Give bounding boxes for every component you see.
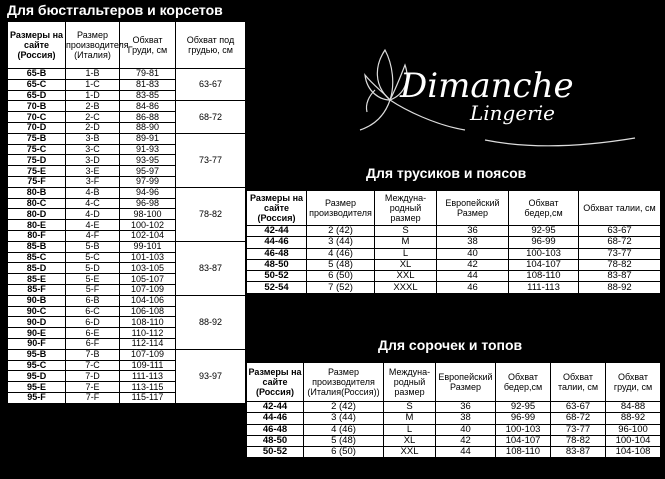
russia-size-cell: 75-E	[8, 166, 66, 177]
bust-cell: 107-109	[120, 284, 176, 295]
bust-cell: 109-111	[120, 360, 176, 371]
bust-cell: 110-112	[120, 328, 176, 339]
shirts-section-title: Для сорочек и топов	[378, 337, 523, 353]
bust-cell: 79-81	[120, 69, 176, 80]
table-cell: L	[375, 248, 437, 259]
bust-cell: 115-117	[120, 392, 176, 403]
table-row	[8, 349, 246, 360]
bust-cell: 99-101	[120, 241, 176, 252]
header-waist: Обхват талии, см	[579, 191, 661, 226]
russia-size-cell: 65-B	[8, 69, 66, 80]
russia-size-cell: 95-C	[8, 360, 66, 371]
logo-sub-text: Lingerie	[470, 101, 555, 125]
maker-size-cell: 5-C	[66, 252, 120, 263]
table-cell: 7 (52)	[307, 282, 375, 293]
table-row	[247, 259, 661, 270]
maker-size-cell: 3-E	[66, 166, 120, 177]
table-cell: 38	[437, 237, 509, 248]
table-cell: 111-113	[509, 282, 579, 293]
bust-cell: 98-100	[120, 209, 176, 220]
shirts-size-table	[246, 362, 661, 458]
table-row	[8, 295, 246, 306]
table-row	[247, 424, 661, 435]
russia-size-cell: 95-F	[8, 392, 66, 403]
maker-size-cell: 1-B	[66, 69, 120, 80]
table-cell: 96-99	[496, 413, 551, 424]
table-cell: XXL	[375, 271, 437, 282]
header-intl-size: Междуна-родный размер	[375, 191, 437, 226]
maker-size-cell: 5-F	[66, 284, 120, 295]
table-cell: 40	[437, 248, 509, 259]
table-cell: 73-77	[579, 248, 661, 259]
maker-size-cell: 3-B	[66, 133, 120, 144]
bust-cell: 104-106	[120, 295, 176, 306]
table-row	[247, 237, 661, 248]
table-cell: S	[384, 402, 436, 413]
shirts-header-row	[247, 363, 661, 402]
underbust-cell: 68-72	[176, 101, 246, 133]
table-cell: 92-95	[509, 226, 579, 237]
table-cell: 4 (46)	[304, 424, 384, 435]
russia-size-cell: 90-C	[8, 306, 66, 317]
bust-cell: 95-97	[120, 166, 176, 177]
table-cell: 6 (50)	[307, 271, 375, 282]
table-cell: 38	[436, 413, 496, 424]
maker-size-cell: 3-C	[66, 144, 120, 155]
russia-size-cell: 70-D	[8, 122, 66, 133]
bra-table-body	[8, 69, 246, 404]
maker-size-cell: 2-B	[66, 101, 120, 112]
maker-size-cell: 4-D	[66, 209, 120, 220]
table-row	[8, 69, 246, 80]
maker-size-cell: 3-F	[66, 176, 120, 187]
table-cell: 4 (46)	[307, 248, 375, 259]
shirts-table-body	[247, 402, 661, 458]
table-cell: XXL	[384, 447, 436, 458]
russia-size-cell: 75-D	[8, 155, 66, 166]
bra-header-row	[8, 22, 246, 69]
russia-size-cell: 70-C	[8, 112, 66, 123]
table-row	[247, 447, 661, 458]
underbust-cell: 63-67	[176, 69, 246, 101]
bust-cell: 91-93	[120, 144, 176, 155]
bust-cell: 102-104	[120, 230, 176, 241]
table-cell: 44	[437, 271, 509, 282]
header-hips: Обхват бедер,см	[496, 363, 551, 402]
maker-size-cell: 7-E	[66, 382, 120, 393]
maker-size-cell: 7-C	[66, 360, 120, 371]
russia-size-cell: 80-B	[8, 187, 66, 198]
underbust-cell: 78-82	[176, 187, 246, 241]
table-cell: 88-92	[606, 413, 661, 424]
underbust-cell: 93-97	[176, 349, 246, 403]
table-cell: XL	[384, 435, 436, 446]
table-cell: 63-67	[551, 402, 606, 413]
russia-size-cell: 75-F	[8, 176, 66, 187]
table-cell: 83-87	[551, 447, 606, 458]
logo-brand-text: Dimanche	[400, 66, 574, 106]
russia-size-cell: 65-C	[8, 79, 66, 90]
table-cell: 46	[437, 282, 509, 293]
bust-cell: 86-88	[120, 112, 176, 123]
russia-size-cell: 85-E	[8, 274, 66, 285]
maker-size-cell: 2-C	[66, 112, 120, 123]
bust-cell: 111-113	[120, 371, 176, 382]
russia-size-cell: 90-E	[8, 328, 66, 339]
bust-cell: 97-99	[120, 176, 176, 187]
underbust-cell: 88-92	[176, 295, 246, 349]
panties-section-title: Для трусиков и поясов	[366, 165, 527, 181]
bust-cell: 113-115	[120, 382, 176, 393]
table-cell: 44-46	[247, 237, 307, 248]
table-cell: 63-67	[579, 226, 661, 237]
table-cell: 78-82	[579, 259, 661, 270]
underbust-cell: 73-77	[176, 133, 246, 187]
maker-size-cell: 4-C	[66, 198, 120, 209]
maker-size-cell: 4-E	[66, 220, 120, 231]
header-russia-size: Размеры на сайте (Россия)	[247, 363, 304, 402]
header-maker-size: Размер производителя	[307, 191, 375, 226]
maker-size-cell: 7-D	[66, 371, 120, 382]
bust-cell: 94-96	[120, 187, 176, 198]
table-cell: XL	[375, 259, 437, 270]
bra-section-title: Для бюстгальтеров и корсетов	[7, 2, 223, 18]
header-bust: Обхват груди, см	[606, 363, 661, 402]
russia-size-cell: 80-E	[8, 220, 66, 231]
panties-header-row	[247, 191, 661, 226]
table-cell: 46-48	[247, 424, 304, 435]
table-cell: 3 (44)	[304, 413, 384, 424]
bust-cell: 103-105	[120, 263, 176, 274]
maker-size-cell: 4-B	[66, 187, 120, 198]
table-cell: 83-87	[579, 271, 661, 282]
header-bust: Обхват Груди, см	[120, 22, 176, 69]
table-cell: 84-88	[606, 402, 661, 413]
table-cell: 42-44	[247, 226, 307, 237]
table-row	[8, 133, 246, 144]
table-cell: 108-110	[509, 271, 579, 282]
table-row	[247, 413, 661, 424]
table-cell: 92-95	[496, 402, 551, 413]
bust-cell: 81-83	[120, 79, 176, 90]
table-cell: 2 (42)	[304, 402, 384, 413]
bust-cell: 83-85	[120, 90, 176, 101]
bust-cell: 88-90	[120, 122, 176, 133]
russia-size-cell: 95-B	[8, 349, 66, 360]
table-cell: 46-48	[247, 248, 307, 259]
table-cell: L	[384, 424, 436, 435]
table-cell: 36	[436, 402, 496, 413]
bust-cell: 112-114	[120, 338, 176, 349]
table-cell: 73-77	[551, 424, 606, 435]
bust-cell: 84-86	[120, 101, 176, 112]
table-cell: 48-50	[247, 259, 307, 270]
table-row	[247, 402, 661, 413]
header-hips: Обхват бедер,см	[509, 191, 579, 226]
table-cell: 104-107	[496, 435, 551, 446]
maker-size-cell: 3-D	[66, 155, 120, 166]
header-maker-size: Размер производителя (Италия(Россия))	[304, 363, 384, 402]
bust-cell: 100-102	[120, 220, 176, 231]
panties-table-body	[247, 226, 661, 294]
header-russia-size: Размеры на сайте (Россия)	[247, 191, 307, 226]
bra-size-table	[7, 21, 246, 404]
bust-cell: 108-110	[120, 317, 176, 328]
bust-cell: 107-109	[120, 349, 176, 360]
maker-size-cell: 6-F	[66, 338, 120, 349]
table-cell: 48-50	[247, 435, 304, 446]
table-cell: 36	[437, 226, 509, 237]
table-cell: M	[384, 413, 436, 424]
header-russia-size: Размеры на сайте (Россия)	[8, 22, 66, 69]
russia-size-cell: 90-F	[8, 338, 66, 349]
maker-size-cell: 6-C	[66, 306, 120, 317]
table-cell: 42	[436, 435, 496, 446]
table-row	[247, 248, 661, 259]
russia-size-cell: 70-B	[8, 101, 66, 112]
table-cell: 108-110	[496, 447, 551, 458]
table-cell: 3 (44)	[307, 237, 375, 248]
maker-size-cell: 7-F	[66, 392, 120, 403]
header-waist: Обхват талии, см	[551, 363, 606, 402]
table-cell: 104-108	[606, 447, 661, 458]
maker-size-cell: 6-E	[66, 328, 120, 339]
panties-size-table	[246, 190, 661, 294]
table-row	[8, 187, 246, 198]
bust-cell: 105-107	[120, 274, 176, 285]
russia-size-cell: 95-D	[8, 371, 66, 382]
russia-size-cell: 85-F	[8, 284, 66, 295]
maker-size-cell: 1-C	[66, 79, 120, 90]
russia-size-cell: 75-C	[8, 144, 66, 155]
russia-size-cell: 80-D	[8, 209, 66, 220]
russia-size-cell: 65-D	[8, 90, 66, 101]
header-maker-size: Размер производителя (Италия)	[66, 22, 120, 69]
table-cell: 2 (42)	[307, 226, 375, 237]
bust-cell: 93-95	[120, 155, 176, 166]
table-cell: 6 (50)	[304, 447, 384, 458]
table-row	[8, 101, 246, 112]
maker-size-cell: 5-B	[66, 241, 120, 252]
maker-size-cell: 7-B	[66, 349, 120, 360]
maker-size-cell: 2-D	[66, 122, 120, 133]
table-cell: 68-72	[551, 413, 606, 424]
russia-size-cell: 95-E	[8, 382, 66, 393]
table-cell: 44-46	[247, 413, 304, 424]
table-cell: 50-52	[247, 271, 307, 282]
header-euro-size: Европейский Размер	[437, 191, 509, 226]
header-intl-size: Междуна-родный размер	[384, 363, 436, 402]
table-cell: XXXL	[375, 282, 437, 293]
bust-cell: 96-98	[120, 198, 176, 209]
table-cell: 96-100	[606, 424, 661, 435]
table-cell: 100-103	[509, 248, 579, 259]
russia-size-cell: 90-B	[8, 295, 66, 306]
russia-size-cell: 90-D	[8, 317, 66, 328]
maker-size-cell: 6-B	[66, 295, 120, 306]
table-cell: M	[375, 237, 437, 248]
russia-size-cell: 75-B	[8, 133, 66, 144]
table-row	[247, 435, 661, 446]
maker-size-cell: 1-D	[66, 90, 120, 101]
underbust-cell: 83-87	[176, 241, 246, 295]
bust-cell: 106-108	[120, 306, 176, 317]
table-row	[247, 226, 661, 237]
table-cell: 50-52	[247, 447, 304, 458]
russia-size-cell: 85-C	[8, 252, 66, 263]
russia-size-cell: 80-C	[8, 198, 66, 209]
table-cell: 78-82	[551, 435, 606, 446]
table-cell: 96-99	[509, 237, 579, 248]
maker-size-cell: 5-D	[66, 263, 120, 274]
bust-cell: 89-91	[120, 133, 176, 144]
table-cell: 88-92	[579, 282, 661, 293]
table-cell: 40	[436, 424, 496, 435]
table-cell: 5 (48)	[307, 259, 375, 270]
russia-size-cell: 80-F	[8, 230, 66, 241]
table-row	[8, 241, 246, 252]
table-cell: 68-72	[579, 237, 661, 248]
table-cell: 5 (48)	[304, 435, 384, 446]
bust-cell: 101-103	[120, 252, 176, 263]
table-cell: 44	[436, 447, 496, 458]
maker-size-cell: 6-D	[66, 317, 120, 328]
table-cell: 104-107	[509, 259, 579, 270]
table-cell: 52-54	[247, 282, 307, 293]
header-underbust: Обхват под грудью, см	[176, 22, 246, 69]
russia-size-cell: 85-B	[8, 241, 66, 252]
table-cell: S	[375, 226, 437, 237]
table-cell: 42-44	[247, 402, 304, 413]
table-row	[247, 282, 661, 293]
table-cell: 100-104	[606, 435, 661, 446]
table-cell: 100-103	[496, 424, 551, 435]
header-euro-size: Европейский Размер	[436, 363, 496, 402]
maker-size-cell: 5-E	[66, 274, 120, 285]
table-cell: 42	[437, 259, 509, 270]
maker-size-cell: 4-F	[66, 230, 120, 241]
russia-size-cell: 85-D	[8, 263, 66, 274]
table-row	[247, 271, 661, 282]
